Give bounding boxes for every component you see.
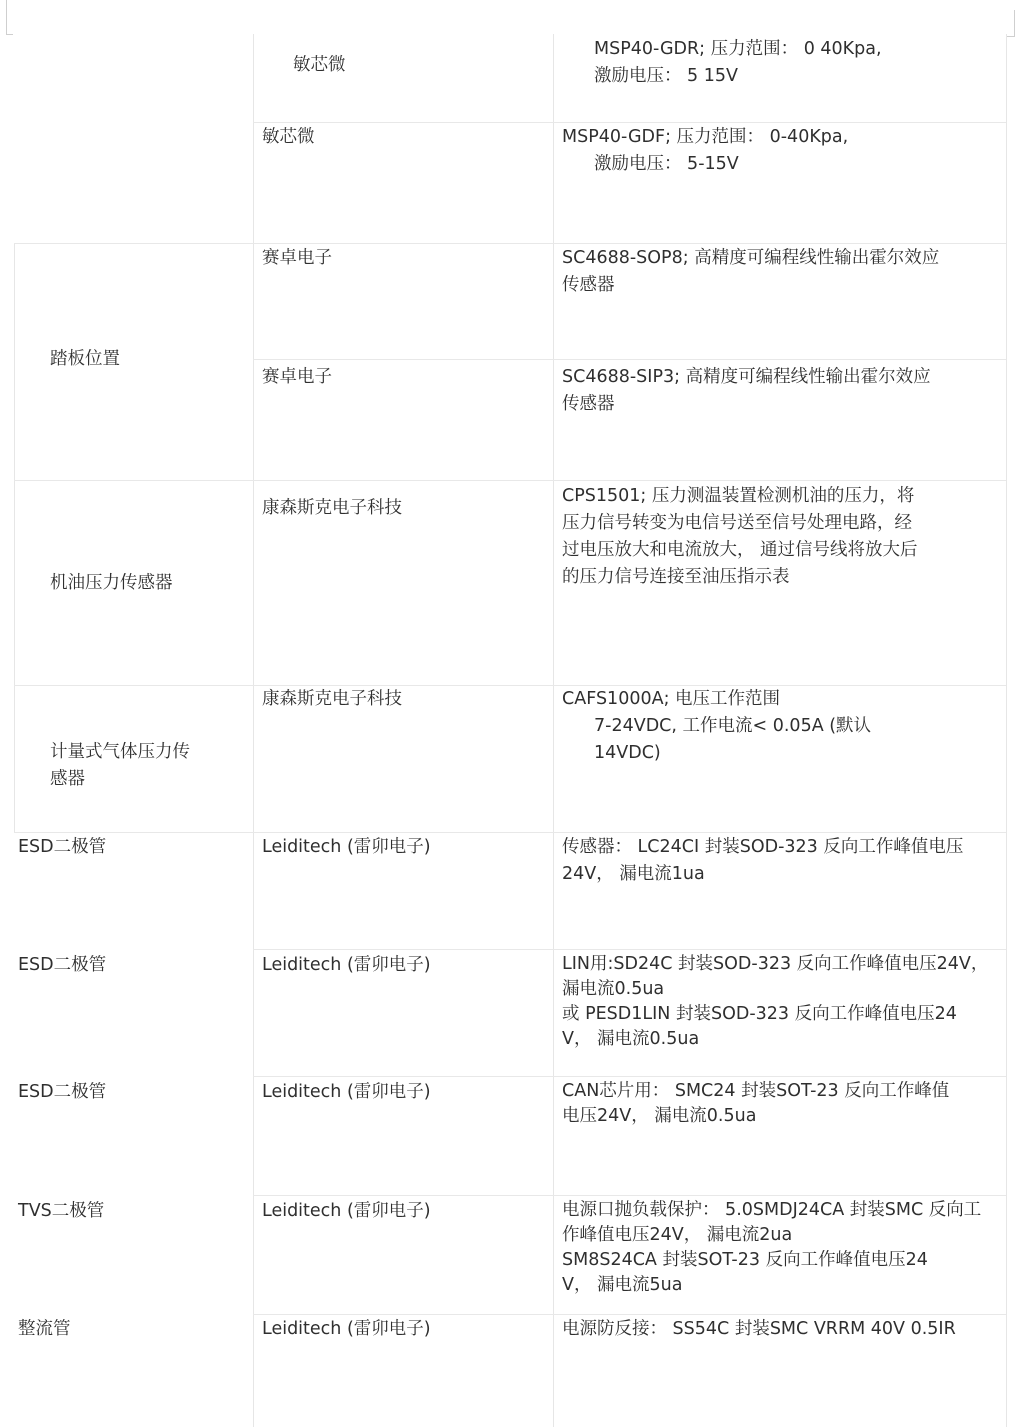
description-cell: MSP40-GDF; 压力范围： 0-40Kpa, 激励电压： 5-15V [562, 127, 849, 174]
table-border [14, 480, 1006, 481]
table-border [14, 832, 1006, 833]
manufacturer-cell: 赛卓电子 [262, 367, 332, 387]
category-cell: 整流管 [18, 1319, 71, 1339]
manufacturer-cell: Leiditech (雷卯电子) [262, 1201, 431, 1221]
table-border [253, 1076, 1006, 1077]
manufacturer-cell: 敏芯微 [293, 55, 346, 75]
crop-mark-right [1006, 10, 1015, 37]
description-cell: 传感器： LC24CI 封装SOD-323 反向工作峰值电压 24V， 漏电流1ua [562, 837, 964, 884]
category-cell: 机油压力传感器 [50, 573, 173, 593]
category-cell: ESD二极管 [18, 955, 107, 975]
table-border [14, 243, 1006, 244]
table-border [253, 359, 1006, 360]
description-cell: SC4688-SOP8; 高精度可编程线性输出霍尔效应 传感器 [562, 248, 940, 295]
crop-mark-left [6, 0, 13, 35]
description-cell: 电源防反接： SS54C 封装SMC VRRM 40V 0.5IR [562, 1319, 956, 1339]
manufacturer-cell: Leiditech (雷卯电子) [262, 837, 431, 857]
category-cell: 计量式气体压力传 感器 [50, 742, 190, 789]
manufacturer-cell: 康森斯克电子科技 [262, 498, 402, 518]
manufacturer-cell: Leiditech (雷卯电子) [262, 1082, 431, 1102]
manufacturer-cell: Leiditech (雷卯电子) [262, 1319, 431, 1339]
table-border [253, 1195, 1006, 1196]
description-cell: CAN芯片用： SMC24 封装SOT-23 反向工作峰值 电压24V， 漏电流0.5ua [562, 1081, 950, 1126]
table-border [253, 1314, 1006, 1315]
description-cell: CPS1501; 压力测温装置检测机油的压力，将 压力信号转变为电信号送至信号处理电路，经 过电压放大和电流放大， 通过信号线将放大后 的压力信号连接至油压指示表 [562, 486, 918, 587]
description-cell: CAFS1000A; 电压工作范围 7-24VDC, 工作电流< 0.05A (默认 14VDC) [562, 689, 872, 763]
description-cell: LIN用:SD24C 封装SOD-323 反向工作峰值电压24V， 漏电流0.5ua 或 PESD1LIN 封装SOD-323 反向工作峰值电压24 V， 漏电流0.5ua [562, 954, 989, 1049]
table-border [253, 949, 1006, 950]
table-row [293, 52, 346, 79]
description-cell: 电源口抛负载保护： 5.0SMDJ24CA 封装SMC 反向工 作峰值电压24V， 漏电流2ua SM8S24CA 封装SOT-23 反向工作峰值电压24 V， 漏电流5ua [562, 1200, 982, 1295]
category-cell: TVS二极管 [18, 1201, 105, 1221]
description-cell: MSP40-GDR; 压力范围： 0 40Kpa, 激励电压： 5 15V [594, 39, 882, 86]
description-cell: SC4688-SIP3; 高精度可编程线性输出霍尔效应 传感器 [562, 367, 931, 414]
category-cell: 踏板位置 [50, 349, 120, 369]
category-cell: ESD二极管 [18, 1082, 107, 1102]
table-border [14, 243, 15, 832]
category-cell: ESD二极管 [18, 837, 107, 857]
manufacturer-cell: Leiditech (雷卯电子) [262, 955, 431, 975]
table-border [253, 122, 1006, 123]
table-border [1006, 34, 1007, 1427]
manufacturer-cell: 赛卓电子 [262, 248, 332, 268]
manufacturer-cell: 康森斯克电子科技 [262, 689, 402, 709]
manufacturer-cell: 敏芯微 [262, 127, 315, 147]
